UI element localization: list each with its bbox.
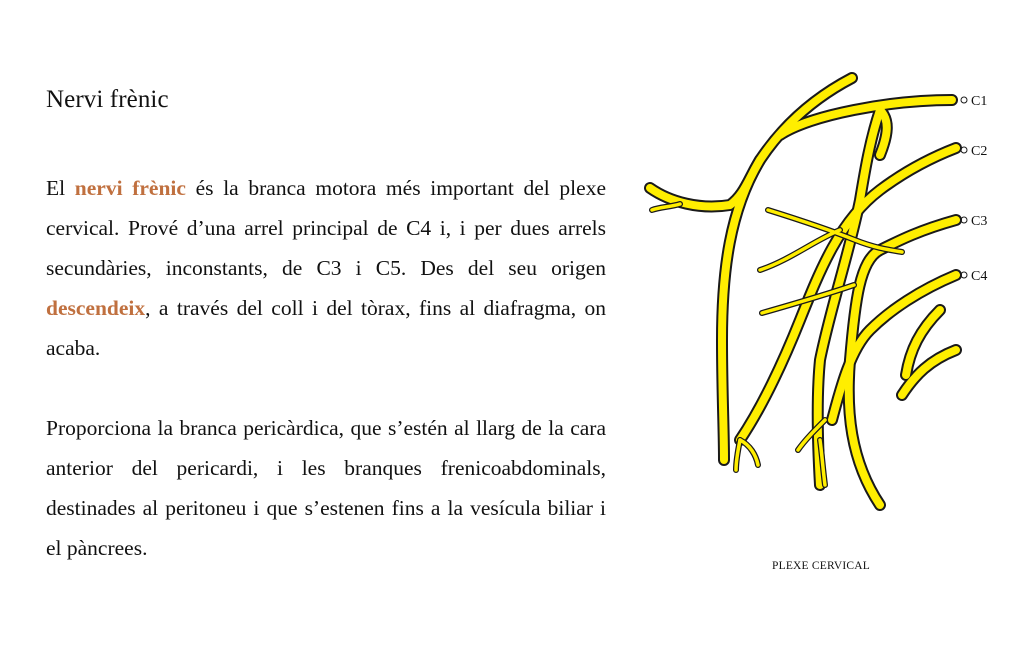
text-segment: és la branca motora més important del plexe cervical. Prové d’una arrel principal de C4 i, i per dues arrels secundàries, inconstants, de C3 i C5. Des del seu origen [46, 176, 606, 280]
branches-paragraph: Proporciona la branca pericàrdica, que s’estén al llarg de la cara anterior del pericardi, i les branques frenicoabdominals, destinades al peritoneu i que s’estenen fins a la vesícula biliar i el pàncrees. [46, 416, 606, 560]
diagram-caption: PLEXE CERVICAL [772, 560, 871, 572]
label-c1: C1 [971, 94, 988, 109]
cervical-plexus-diagram [640, 60, 1024, 530]
page-title: Nervi frènic [46, 86, 169, 113]
label-c4: C4 [971, 269, 988, 284]
text-segment: El [46, 176, 75, 200]
root-labels [961, 94, 987, 284]
intro-paragraph [46, 168, 606, 368]
label-c3: C3 [971, 214, 988, 229]
label-c2: C2 [971, 144, 988, 159]
text-segment: , a través del coll i del tòrax, fins al diafragma, on acaba. [46, 296, 606, 360]
nerve-paths [650, 78, 956, 505]
highlight-term-nervi-frenic: nervi frènic [74, 176, 186, 200]
highlight-term-descendeix: descendeix [46, 296, 146, 320]
